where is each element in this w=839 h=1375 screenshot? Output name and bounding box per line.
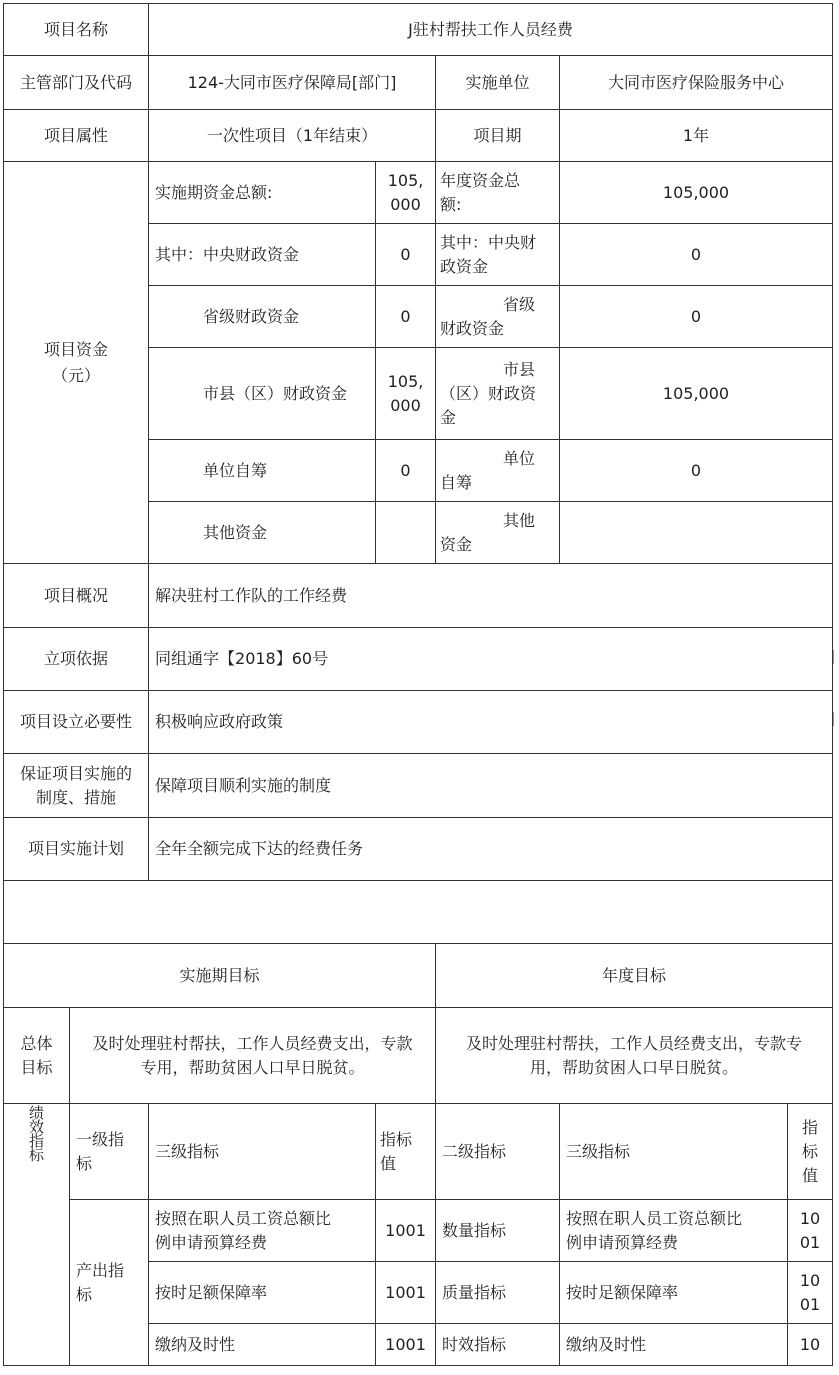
attr-label: 项目属性 bbox=[4, 110, 149, 162]
table-row-value: 1001 bbox=[376, 1324, 436, 1366]
fund-right-label: 年度资金总 额: bbox=[436, 162, 560, 224]
impl-target-label: 实施期目标 bbox=[4, 944, 436, 1008]
necessity-value: 积极响应政府政策 bbox=[149, 691, 833, 754]
dept-label: 主管部门及代码 bbox=[4, 56, 149, 110]
annual-target-label: 年度目标 bbox=[436, 944, 833, 1008]
fund-left-value: 0 bbox=[376, 440, 436, 502]
level3-header-b: 三级指标 bbox=[560, 1104, 788, 1200]
table-row-level3-b: 按时足额保障率 bbox=[560, 1262, 788, 1324]
guarantee-value: 保障项目顺利实施的制度 bbox=[149, 754, 833, 818]
fund-left-value: 0 bbox=[376, 224, 436, 286]
value-header: 指标 值 bbox=[376, 1104, 436, 1200]
fund-left-label: 其中：中央财政资金 bbox=[149, 224, 376, 286]
overview-label: 项目概况 bbox=[4, 564, 149, 628]
fund-left-value: 0 bbox=[376, 286, 436, 348]
fund-right-label: 其中：中央财 政资金 bbox=[436, 224, 560, 286]
table-row-level2: 时效指标 bbox=[436, 1324, 560, 1366]
table-row-level3-b: 按照在职人员工资总额比 例申请预算经费 bbox=[560, 1200, 788, 1262]
fund-right-value: 105,000 bbox=[560, 162, 833, 224]
level2-header: 二级指标 bbox=[436, 1104, 560, 1200]
fund-right-value: 105,000 bbox=[560, 348, 833, 440]
necessity-label: 项目设立必要性 bbox=[4, 691, 149, 754]
fund-right-label: 省级 财政资金 bbox=[436, 286, 560, 348]
funds-label-line1: 项目资金 bbox=[44, 339, 109, 359]
table-row-level3: 缴纳及时性 bbox=[149, 1324, 376, 1366]
plan-value: 全年全额完成下达的经费任务 bbox=[149, 818, 833, 881]
table-row-level2: 数量指标 bbox=[436, 1200, 560, 1262]
fund-left-value: 105, 000 bbox=[376, 162, 436, 224]
fund-left-value bbox=[376, 502, 436, 564]
overall-annual-target: 及时处理驻村帮扶，工作人员经费支出，专款专 用，帮助贫困人口早日脱贫。 bbox=[436, 1008, 833, 1104]
fund-left-label: 单位自筹 bbox=[149, 440, 376, 502]
fund-right-value: 0 bbox=[560, 286, 833, 348]
page-edge-mark bbox=[833, 650, 838, 664]
fund-left-label: 市县（区）财政资金 bbox=[149, 348, 376, 440]
value-header-b: 指 标 值 bbox=[788, 1104, 833, 1200]
plan-label: 项目实施计划 bbox=[4, 818, 149, 881]
blank-row bbox=[4, 881, 833, 944]
project-name-value: J驻村帮扶工作人员经费 bbox=[149, 4, 833, 56]
project-name-label: 项目名称 bbox=[4, 4, 149, 56]
impl-unit-label: 实施单位 bbox=[436, 56, 560, 110]
fund-left-value: 105, 000 bbox=[376, 348, 436, 440]
funds-label-line2: （元） bbox=[52, 365, 101, 385]
table-row-level3: 按时足额保障率 bbox=[149, 1262, 376, 1324]
table-row-level3: 按照在职人员工资总额比 例申请预算经费 bbox=[149, 1200, 376, 1262]
table-row-value: 1001 bbox=[376, 1262, 436, 1324]
project-budget-table bbox=[3, 3, 833, 1366]
overall-target-label: 总体 目标 bbox=[4, 1008, 70, 1104]
table-row-value-b: 10 01 bbox=[788, 1262, 833, 1324]
funds-label bbox=[4, 162, 149, 564]
page-edge-mark bbox=[833, 712, 838, 726]
fund-left-label: 省级财政资金 bbox=[149, 286, 376, 348]
table-row-level2: 质量指标 bbox=[436, 1262, 560, 1324]
basis-value: 同组通字【2018】60号 bbox=[149, 628, 833, 691]
table-row-value: 1001 bbox=[376, 1200, 436, 1262]
period-label: 项目期 bbox=[436, 110, 560, 162]
perf-indicator-label: 绩 效 指 标 bbox=[4, 1104, 70, 1366]
fund-left-label: 实施期资金总额: bbox=[149, 162, 376, 224]
period-value: 1年 bbox=[560, 110, 833, 162]
attr-value: 一次性项目（1年结束） bbox=[149, 110, 436, 162]
level3-header: 三级指标 bbox=[149, 1104, 376, 1200]
fund-right-value: 0 bbox=[560, 224, 833, 286]
table-row-level3-b: 缴纳及时性 bbox=[560, 1324, 788, 1366]
output-indicator-label: 产出指 标 bbox=[70, 1200, 149, 1366]
level1-header: 一级指 标 bbox=[70, 1104, 149, 1200]
fund-right-label: 市县 （区）财政资 金 bbox=[436, 348, 560, 440]
basis-label: 立项依据 bbox=[4, 628, 149, 691]
impl-unit-value: 大同市医疗保险服务中心 bbox=[560, 56, 833, 110]
fund-right-value bbox=[560, 502, 833, 564]
guarantee-label: 保证项目实施的 制度、措施 bbox=[4, 754, 149, 818]
fund-right-label: 单位 自筹 bbox=[436, 440, 560, 502]
table-row-value-b: 10 01 bbox=[788, 1200, 833, 1262]
overview-value: 解决驻村工作队的工作经费 bbox=[149, 564, 833, 628]
table-row-value-b: 10 bbox=[788, 1324, 833, 1366]
fund-right-value: 0 bbox=[560, 440, 833, 502]
dept-value: 124-大同市医疗保障局[部门] bbox=[149, 56, 436, 110]
overall-impl-target: 及时处理驻村帮扶，工作人员经费支出，专款 专用，帮助贫困人口早日脱贫。 bbox=[70, 1008, 436, 1104]
fund-right-label: 其他 资金 bbox=[436, 502, 560, 564]
fund-left-label: 其他资金 bbox=[149, 502, 376, 564]
